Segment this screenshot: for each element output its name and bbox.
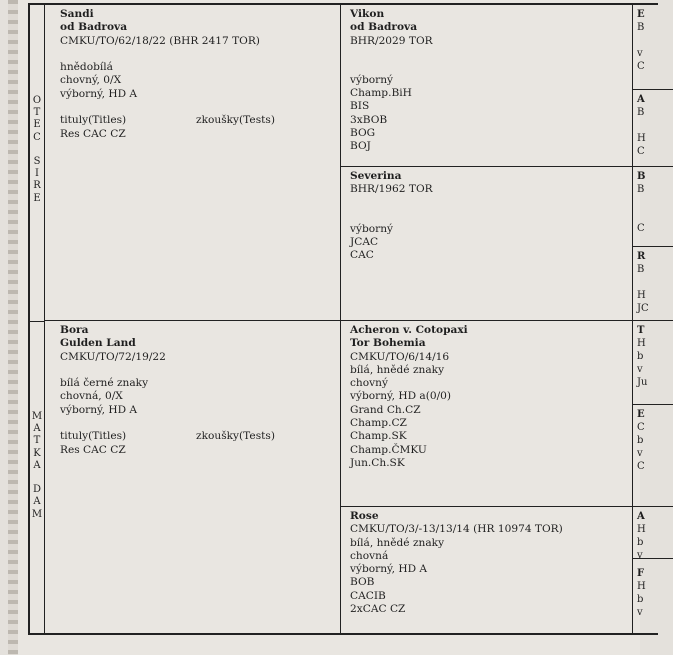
ss-name: Vikon <box>350 8 385 20</box>
ss-registration: BHR/2029 TOR <box>350 34 433 47</box>
dam-rating: výborný, HD A <box>60 403 138 416</box>
ds-line: Champ.SK <box>350 430 407 443</box>
sire-titles: Res CAC CZ <box>60 127 126 140</box>
dam-dam-cell <box>341 507 633 633</box>
sd-registration: BHR/1962 TOR <box>350 183 433 196</box>
sire-kennel: od Badrova <box>60 21 128 34</box>
gen3-cell-6 <box>633 405 673 507</box>
ds-line: Champ.ČMKU <box>350 443 427 456</box>
gen3-cell-8 <box>633 559 673 633</box>
dam-side-column <box>30 321 45 633</box>
gen3-text: R <box>637 251 646 262</box>
gen3-text: Ju <box>637 377 648 388</box>
side-letter: S <box>33 156 41 168</box>
dam-kennel: Gulden Land <box>60 337 136 350</box>
gen3-text: v <box>637 48 643 60</box>
ds-line: bílá, hnědé znaky <box>350 363 445 376</box>
side-letter: A <box>33 496 41 508</box>
gen3-text: v <box>637 607 643 618</box>
gen3-cell-3 <box>633 167 673 247</box>
spiral-binding <box>8 0 18 655</box>
sire-side-column <box>30 5 45 322</box>
sd-name: Severina <box>350 170 402 182</box>
gen3-text: H <box>637 290 646 302</box>
gen3-text: C <box>637 223 645 234</box>
gen3-cell-4 <box>633 247 673 321</box>
gen3-cell-2 <box>633 90 673 167</box>
dd-line: CMKU/TO/3/-13/13/14 (HR 10974 TOR) <box>350 523 563 536</box>
gen3-text: b <box>637 435 644 446</box>
gen3-text: E <box>637 409 645 420</box>
ss-line: BOG <box>350 127 376 140</box>
gen3-text: b <box>637 594 644 605</box>
ds-line: chovný <box>350 377 388 390</box>
sire-tests-label: zkoušky(Tests) <box>196 114 275 127</box>
gen3-text: A <box>637 94 645 105</box>
ds-kennel: Tor Bohemia <box>350 337 426 350</box>
ds-name: Acheron v. Cotopaxi <box>350 324 468 336</box>
side-letter: K <box>33 447 41 459</box>
gen3-cell-7 <box>633 507 673 559</box>
ds-line: Champ.CZ <box>350 417 407 430</box>
side-letter: R <box>33 180 41 192</box>
dam-color: bílá černé znaky <box>60 377 149 390</box>
sd-line: CAC <box>350 249 374 262</box>
sire-rating: výborný, HD A <box>60 87 138 100</box>
ds-line: výborný, HD a(0/0) <box>350 390 452 403</box>
dd-line: 2xCAC CZ <box>350 603 406 616</box>
pedigree-table <box>28 3 658 635</box>
gen3-text: C <box>637 461 645 472</box>
dam-name: Bora <box>60 324 89 336</box>
gen3-text: v <box>637 550 643 561</box>
ds-line: Jun.Ch.SK <box>350 456 405 469</box>
gen3-text: H <box>637 524 646 535</box>
gen3-text: JC <box>637 303 649 315</box>
pedigree-page <box>8 0 649 655</box>
ss-line: 3xBOB <box>350 113 388 126</box>
sire-registration: CMKU/TO/62/18/22 (BHR 2417 TOR) <box>60 34 260 47</box>
dam-titles-label: tituly(Titles) <box>60 430 127 443</box>
sire-titles-label: tituly(Titles) <box>60 114 127 127</box>
side-letter: E <box>33 119 41 131</box>
sire-name: Sandi <box>60 8 94 20</box>
side-letter: D <box>32 484 42 496</box>
sd-line: JCAC <box>350 235 379 248</box>
ss-line: BOJ <box>350 140 371 153</box>
ds-line: Grand Ch.CZ <box>350 403 421 416</box>
dam-cell <box>44 321 341 633</box>
dam-breeding: chovná, 0/X <box>60 390 123 403</box>
dam-tests-label: zkoušky(Tests) <box>196 430 275 443</box>
gen3-cell-5 <box>633 321 673 405</box>
gen3-text: C <box>637 146 645 158</box>
dd-line: CACIB <box>350 589 386 602</box>
dd-name: Rose <box>350 510 379 522</box>
dd-line: bílá, hnědé znaky <box>350 536 445 549</box>
sire-side-label <box>30 95 44 205</box>
gen3-text: H <box>637 338 646 349</box>
ss-line: Champ.BiH <box>350 87 412 100</box>
dam-side-label <box>30 411 44 521</box>
gen3-text: B <box>637 264 645 275</box>
gen3-text: C <box>637 422 645 433</box>
sire-breeding: chovný, 0/X <box>60 74 122 87</box>
dam-registration: CMKU/TO/72/19/22 <box>60 350 166 363</box>
side-letter: M <box>31 508 43 520</box>
side-letter: T <box>33 107 41 119</box>
ss-line: BIS <box>350 100 370 113</box>
dd-line: BOB <box>350 576 375 589</box>
gen3-text: T <box>637 325 645 336</box>
gen3-text: b <box>637 351 644 362</box>
side-letter: A <box>33 423 41 435</box>
side-letter: A <box>33 459 41 471</box>
gen3-text: H <box>637 133 646 145</box>
side-letter <box>30 144 44 156</box>
ds-line: CMKU/TO/6/14/16 <box>350 350 450 363</box>
gen3-text: v <box>637 364 643 375</box>
gen3-text: B <box>637 184 645 195</box>
dd-line: výborný, HD A <box>350 563 428 576</box>
ss-kennel: od Badrova <box>350 21 418 34</box>
side-letter <box>30 472 44 484</box>
side-letter: O <box>32 95 42 106</box>
gen3-text: B <box>637 22 645 33</box>
gen3-text: H <box>637 581 646 592</box>
sd-line: výborný <box>350 222 394 235</box>
sire-sire-cell <box>341 5 633 167</box>
side-letter: T <box>33 435 41 447</box>
ss-line: výborný <box>350 73 394 86</box>
side-letter: E <box>33 192 41 204</box>
gen3-text: v <box>637 448 643 459</box>
gen3-text: A <box>637 511 645 522</box>
side-letter: M <box>31 411 43 422</box>
gen3-text: B <box>637 171 646 182</box>
gen3-text: C <box>637 61 645 73</box>
side-letter: C <box>33 131 41 143</box>
gen3-text: b <box>637 537 644 548</box>
gen3-text: E <box>637 9 645 20</box>
gen3-text: B <box>637 107 645 118</box>
dd-line: chovná <box>350 549 389 562</box>
dam-sire-cell <box>341 321 633 507</box>
sire-color: hnědobílá <box>60 61 113 74</box>
dam-titles: Res CAC CZ <box>60 443 126 456</box>
sire-cell <box>44 5 341 321</box>
sire-dam-cell <box>341 167 633 321</box>
side-letter: I <box>35 168 39 180</box>
gen3-text: F <box>637 568 645 579</box>
gen3-cell-1 <box>633 5 673 90</box>
